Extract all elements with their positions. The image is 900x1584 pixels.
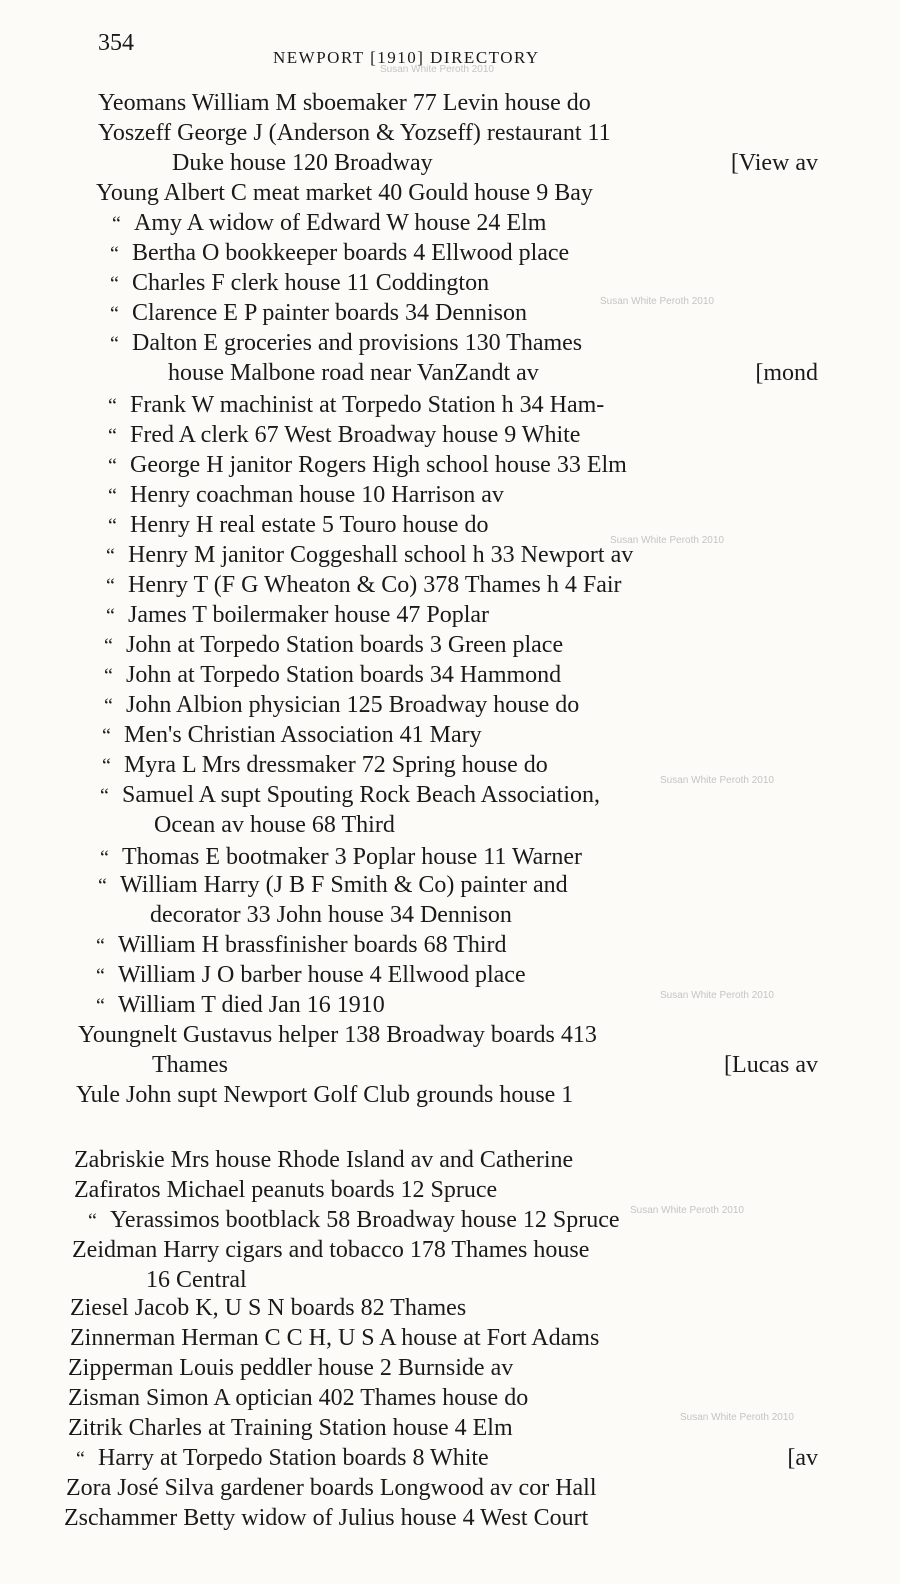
entry-text: Zafiratos Michael peanuts boards 12 Spruce [74, 1177, 498, 1203]
directory-entry [66, 1473, 597, 1503]
watermark: Susan White Peroth 2010 [660, 990, 774, 1001]
directory-entry [70, 1293, 466, 1323]
entry-text: Youngnelt Gustavus helper 138 Broadway boards 413 [78, 1022, 597, 1048]
entry-text: Zschammer Betty widow of Julius house 4 West Court [64, 1505, 589, 1531]
directory-entry [68, 1413, 513, 1443]
directory-entry [96, 960, 526, 990]
ditto-mark: “ [108, 485, 117, 507]
ditto-mark: “ [76, 1448, 85, 1470]
page-number: 354 [98, 30, 134, 56]
directory-entry [96, 178, 593, 208]
ditto-mark: “ [108, 515, 117, 537]
ditto-mark: “ [110, 243, 119, 265]
entry-text: Samuel A supt Spouting Rock Beach Association, [122, 782, 600, 808]
ditto-mark: “ [108, 395, 117, 417]
entry-text: Dalton E groceries and provisions 130 Thames [132, 330, 583, 356]
entry-text: John Albion physician 125 Broadway house do [126, 692, 580, 718]
watermark: Susan White Peroth 2010 [630, 1205, 744, 1216]
entry-text: William H brassfinisher boards 68 Third [118, 932, 507, 958]
directory-entry [104, 660, 561, 690]
directory-entry [102, 750, 548, 780]
entry-text: William Harry (J B F Smith & Co) painter and [120, 872, 568, 898]
entry-continuation: [mond [755, 360, 818, 386]
ditto-mark: “ [104, 635, 113, 657]
directory-entry [108, 420, 580, 450]
entry-text: Yeomans William M sboemaker 77 Levin house do [98, 90, 591, 116]
entry-text: Ziesel Jacob K, U S N boards 82 Thames [70, 1295, 467, 1321]
watermark: Susan White Peroth 2010 [380, 64, 494, 75]
entry-text: Henry H real estate 5 Touro house do [130, 512, 489, 538]
entry-text: Yoszeff George J (Anderson & Yozseff) restaurant 11 [98, 120, 611, 146]
entry-text: Zinnerman Herman C C H, U S A house at Fort Adams [70, 1325, 600, 1351]
directory-entry [96, 930, 507, 960]
entry-text: George H janitor Rogers High school house 33 Elm [130, 452, 627, 478]
directory-entry [110, 268, 489, 298]
entry-text: Thames [152, 1052, 228, 1078]
ditto-mark: “ [100, 785, 109, 807]
entry-text: Yule John supt Newport Golf Club grounds house 1 [76, 1082, 574, 1108]
directory-entry [68, 1353, 513, 1383]
entry-text: Fred A clerk 67 West Broadway house 9 White [130, 422, 581, 448]
entry-text: house Malbone road near VanZandt av [168, 360, 539, 386]
entry-text: Thomas E bootmaker 3 Poplar house 11 Warner [122, 844, 582, 870]
directory-entry [112, 208, 546, 238]
entry-text: Harry at Torpedo Station boards 8 White [98, 1445, 489, 1471]
directory-entry [72, 1235, 589, 1265]
ditto-mark: “ [108, 425, 117, 447]
watermark: Susan White Peroth 2010 [600, 296, 714, 307]
entry-text: Young Albert C meat market 40 Gould house 9 Bay [96, 180, 593, 206]
ditto-mark: “ [104, 695, 113, 717]
ditto-mark: “ [98, 875, 107, 897]
directory-entry [98, 88, 591, 118]
entry-continuation: [av [787, 1445, 818, 1471]
directory-entry [106, 540, 633, 570]
ditto-mark: “ [112, 213, 121, 235]
entry-text: Zitrik Charles at Training Station house 4 Elm [68, 1415, 513, 1441]
directory-entry [108, 390, 604, 420]
directory-entry [108, 510, 488, 540]
directory-entry [68, 1383, 528, 1413]
ditto-mark: “ [110, 333, 119, 355]
entry-text: Yerassimos bootblack 58 Broadway house 12 Spruce [110, 1207, 620, 1233]
ditto-mark: “ [106, 605, 115, 627]
directory-entry [100, 842, 582, 872]
entry-text: Zora José Silva gardener boards Longwood av cor Hall [66, 1475, 597, 1501]
entry-continuation: [Lucas av [724, 1052, 818, 1078]
directory-entry [150, 900, 512, 930]
directory-entry [110, 328, 582, 358]
ditto-mark: “ [96, 935, 105, 957]
entry-text: James T boilermaker house 47 Poplar [128, 602, 490, 628]
directory-entry [102, 720, 482, 750]
directory-entry [152, 1050, 228, 1080]
entry-text: Men's Christian Association 41 Mary [124, 722, 482, 748]
running-title: NEWPORT [1910] DIRECTORY [273, 48, 540, 67]
watermark: Susan White Peroth 2010 [660, 775, 774, 786]
directory-entry [106, 600, 489, 630]
entry-text: John at Torpedo Station boards 3 Green place [126, 632, 564, 658]
directory-entry [100, 780, 600, 810]
directory-entry [98, 870, 568, 900]
directory-entry [110, 298, 527, 328]
directory-entry [110, 238, 569, 268]
directory-entry [168, 358, 539, 388]
ditto-mark: “ [110, 273, 119, 295]
directory-entry [74, 1175, 497, 1205]
entry-text: Frank W machinist at Torpedo Station h 34 Ham- [130, 392, 605, 418]
entry-text: Zabriskie Mrs house Rhode Island av and Catherine [74, 1147, 574, 1173]
entry-text: Amy A widow of Edward W house 24 Elm [134, 210, 547, 236]
ditto-mark: “ [88, 1210, 97, 1232]
directory-entry [108, 480, 504, 510]
ditto-mark: “ [106, 575, 115, 597]
directory-entry [64, 1503, 588, 1533]
entry-text: Henry M janitor Coggeshall school h 33 Newport av [128, 542, 634, 568]
entry-text: John at Torpedo Station boards 34 Hammond [126, 662, 562, 688]
ditto-mark: “ [104, 665, 113, 687]
ditto-mark: “ [96, 995, 105, 1017]
entry-text: Zipperman Louis peddler house 2 Burnside av [68, 1355, 514, 1381]
directory-entry [78, 1020, 597, 1050]
directory-entry [108, 450, 627, 480]
entry-text: 16 Central [146, 1267, 247, 1293]
directory-entry [104, 630, 563, 660]
entry-text: Clarence E P painter boards 34 Dennison [132, 300, 528, 326]
entry-text: Duke house 120 Broadway [172, 150, 433, 176]
entry-continuation: [View av [730, 150, 818, 176]
entry-text: Zeidman Harry cigars and tobacco 178 Thames house [72, 1237, 590, 1263]
ditto-mark: “ [102, 755, 111, 777]
ditto-mark: “ [102, 725, 111, 747]
entry-text: Henry coachman house 10 Harrison av [130, 482, 504, 508]
watermark: Susan White Peroth 2010 [610, 535, 724, 546]
entry-text: Henry T (F G Wheaton & Co) 378 Thames h 4 Fair [128, 572, 622, 598]
directory-entry [98, 118, 611, 148]
entry-text: Myra L Mrs dressmaker 72 Spring house do [124, 752, 548, 778]
entry-text: Charles F clerk house 11 Coddington [132, 270, 490, 296]
directory-entry [76, 1080, 573, 1110]
entry-text: William J O barber house 4 Ellwood place [118, 962, 526, 988]
directory-entry [146, 1265, 247, 1295]
ditto-mark: “ [106, 545, 115, 567]
ditto-mark: “ [100, 847, 109, 869]
directory-entry [106, 570, 622, 600]
directory-entry [70, 1323, 599, 1353]
entry-text: Zisman Simon A optician 402 Thames house do [68, 1385, 529, 1411]
entry-text: Ocean av house 68 Third [154, 812, 395, 838]
entry-text: William T died Jan 16 1910 [118, 992, 385, 1018]
entry-text: Bertha O bookkeeper boards 4 Ellwood place [132, 240, 570, 266]
page-header [98, 30, 658, 70]
entry-text: decorator 33 John house 34 Dennison [150, 902, 512, 928]
ditto-mark: “ [108, 455, 117, 477]
directory-entry [172, 148, 433, 178]
ditto-mark: “ [96, 965, 105, 987]
directory-entry [104, 690, 579, 720]
watermark: Susan White Peroth 2010 [680, 1412, 794, 1423]
directory-entry [154, 810, 395, 840]
directory-entry [96, 990, 385, 1020]
directory-entry [76, 1443, 489, 1473]
directory-entry [74, 1145, 573, 1175]
directory-entry [88, 1205, 620, 1235]
ditto-mark: “ [110, 303, 119, 325]
